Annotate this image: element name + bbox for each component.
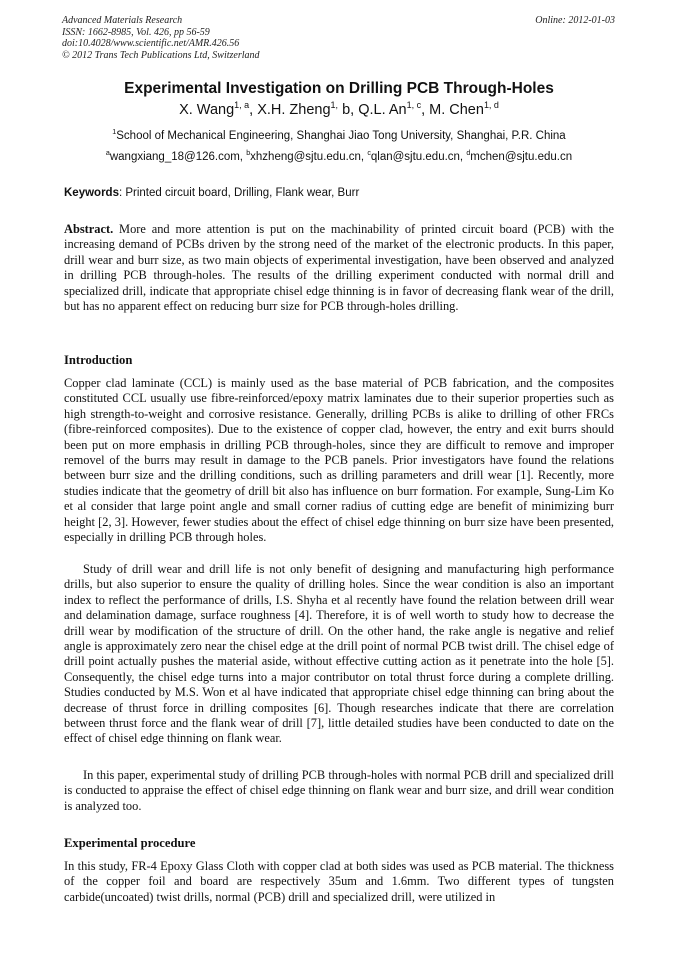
keywords	[64, 187, 359, 199]
email-link[interactable]: wangxiang_18@126.com,	[109, 151, 247, 163]
journal-header	[62, 15, 260, 61]
abstract-text: More and more attention is put on the machinability of printed circuit board (PCB) with the increasing demand of PCBs driven by the strong need of the market of the electronic products. In this paper, drill wear and burr size, as two main objects of experimental investigation, have been observed and analyzed in drilling PCB through-holes. The results of the drilling experiment conducted with normal drill and specialized drill, indicate that appropriate chisel edge thinning is in favor of decreasing flank wear of the drill, but has no apparent effect on reducing burr size for PCB through-holes drilling.	[64, 222, 614, 314]
paper-title: Experimental Investigation on Drilling PCB Through-Holes	[124, 80, 554, 97]
intro-paragraph-2: Study of drill wear and drill life is not only benefit of designing and manufacturing high performance drills, but also superior to ensure the quality of drilling holes. Since the wear condition is also an important index to reflect the performance of drills, I.S. Shyha et al recently have found the relation between drill wear and delamination damage, surface roughness [4]. Therefore, it is of well worth to study how to decrease the drill wear by modification of the structure of drill. On the other hand, the rake angle is negative and relief angle is approximately zero near the chisel edge at the drill point of normal PCB twist drill. The chisel edge of drill point actually pushes the material aside, without effective cutting action as it penetrate into the hole [5]. Consequently, the chisel edge turns into a major contributor on total thrust force during a complete drilling. Studies conducted by M.S. Won et al have indicated that appropriate chisel edge thinning can bring about the decrease of thrust force in drilling composites [6]. Though researches indicate that there are correlation between thrust force and the flank wear of drill [7], little detailed studies have been conducted to date on the effect of chisel edge thinning on flank wear.	[64, 562, 614, 746]
author-sup: 1, a	[234, 100, 250, 111]
author-list	[0, 102, 678, 118]
email-sup: c	[367, 149, 371, 158]
affiliation	[0, 130, 678, 142]
intro-paragraph-1: Copper clad laminate (CCL) is mainly used as the base material of PCB fabrication, and the composites constituted CCL usually use fibre-reinforced/epoxy matrix laminates due to their superior properties such as high strength-to-weight and corrosive resistance. Generally, drilling PCBs is alike to drilling of other FRCs (fibre-reinforced composites). Due to the existence of copper clad, however, the entry and exit burrs should been put on more emphasis in drilling PCB through-holes, since they are difficult to remove and improper removel of the burrs may result in damage to the PCB panels. Prior investigators have found the relations between burr size and the drilling conditions, such as drilling parameters and drill wear [1]. Recently, more studies indicate that the geometry of drill bit also has influence on burr formation. For example, Sung-Lim Ko et al consider that large point angle and small corner radius of cutting edge are benefit of minimizing burr height [2, 3]. However, fewer studies about the effect of chisel edge thinning on burr size have been presented, especially in drilling PCB through holes.	[64, 376, 614, 545]
intro-paragraph-3: In this paper, experimental study of drilling PCB through-holes with normal PCB drill and specialized drill is conducted to appraise the effect of chisel edge thinning on flank wear and burr size, and drill wear condition is analyzed too.	[64, 768, 614, 813]
email-link[interactable]: mchen@sjtu.edu.cn	[470, 151, 573, 163]
experimental-heading: Experimental procedure	[64, 836, 196, 850]
author-name: M. Chen	[429, 102, 484, 118]
author-sup: 1,	[330, 100, 339, 111]
doi-line: doi:10.4028/www.scientific.net/AMR.426.56	[62, 38, 240, 49]
author-sup: 1, d	[483, 100, 499, 111]
email-sup: d	[466, 149, 471, 158]
issn-line: ISSN: 1662-8985, Vol. 426, pp 56-59	[62, 26, 210, 38]
author-sep: ,	[421, 102, 430, 118]
online-date: Online: 2012-01-03	[535, 15, 615, 26]
email-sup: a	[105, 149, 110, 158]
email-link[interactable]: xhzheng@sjtu.edu.cn,	[250, 151, 368, 163]
journal-name: Advanced Materials Research	[62, 15, 183, 26]
author-sup: 1, c	[406, 100, 422, 111]
email-link[interactable]: qlan@sjtu.edu.cn,	[370, 151, 467, 163]
author-sep: b,	[338, 102, 359, 118]
introduction-heading: Introduction	[64, 353, 133, 367]
author-name: X. Wang	[179, 102, 235, 118]
copyright-line: © 2012 Trans Tech Publications Ltd, Switzerland	[62, 49, 260, 61]
email-sup: b	[246, 149, 251, 158]
author-name: X.H. Zheng	[257, 102, 331, 118]
keywords-text: : Printed circuit board, Drilling, Flank wear, Burr	[118, 187, 360, 199]
author-name: Q.L. An	[358, 102, 407, 118]
abstract-label: Abstract.	[64, 222, 114, 236]
abstract	[64, 222, 614, 314]
affiliation-sup: 1	[112, 128, 117, 137]
author-sep: ,	[249, 102, 258, 118]
email-list	[0, 151, 678, 163]
keywords-label: Keywords	[64, 187, 119, 199]
experimental-paragraph: In this study, FR-4 Epoxy Glass Cloth with copper clad at both sides was used as PCB material. The thickness of the copper foil and board are respectively 35um and 1.6mm. Two different types of tungsten carbide(uncoated) twist drills, normal (PCB) drill and specialized drill, were utilized in	[64, 859, 614, 904]
affiliation-text: School of Mechanical Engineering, Shanghai Jiao Tong University, Shanghai, P.R. China	[116, 130, 566, 142]
